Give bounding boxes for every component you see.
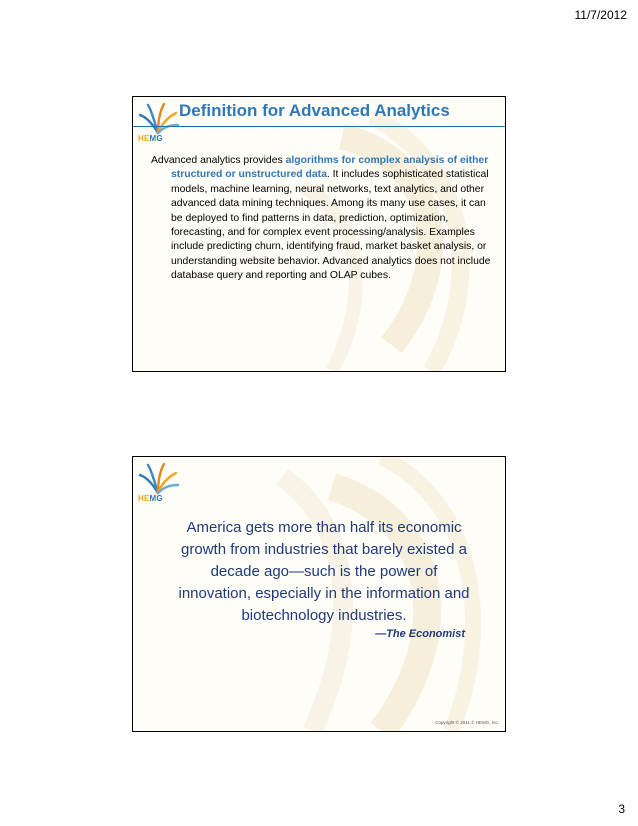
page-number: 3 — [618, 802, 625, 816]
page-date: 11/7/2012 — [574, 8, 627, 22]
slide-quote — [132, 456, 506, 732]
copyright-notice: Copyright © 2011 © HEMG, Inc. — [435, 720, 499, 725]
logo-text: HEMG — [138, 494, 163, 503]
slide-definition — [132, 96, 506, 372]
title-divider — [133, 126, 505, 127]
highlighted-phrase: algorithms for complex analysis of either structured or unstructured data — [171, 155, 489, 181]
economist-quote: America gets more than half its economic growth from industries that barely existed a decade ago—such is the power of innovation, especially in the information and biotechnology industries. — [178, 519, 470, 624]
slide-title: Definition for Advanced Analytics — [179, 101, 450, 120]
definition-text: Advanced analytics provides algorithms for complex analysis of either structured or unstructured data. It includes sophisticated statistical models, machine learning, neural networks, text analytics, and other advanced data mining techniques. Among its many use cases, it can be deployed to find patterns in data, prediction, optimization, forecasting, and for complex event processing/analysis. Examples include predicting churn, identifying fraud, market basket analysis, or understanding website behavior. Advanced analytics does not include database query and reporting and OLAP cubes. — [151, 155, 491, 282]
quote-attribution: —The Economist — [375, 628, 465, 640]
logo-text: HEMG — [138, 134, 163, 143]
